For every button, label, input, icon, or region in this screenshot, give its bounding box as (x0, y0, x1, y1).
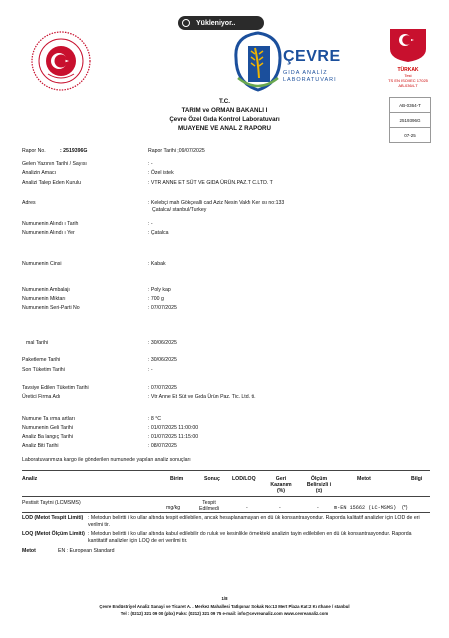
field-value: : Poly kap (148, 287, 171, 293)
field-label: Numunenin Miktarı (22, 296, 66, 302)
col-sonuc: Sonuç (204, 476, 220, 482)
field-label: Gelen Yazının Tarihi / Sayısı (22, 161, 87, 167)
cell-olcum: - (317, 505, 319, 511)
field-label: Tavsiye Edilen Tüketim Tarihi (22, 385, 89, 391)
field-value: : - (148, 367, 153, 373)
field-label: Son Tüketim Tarihi (22, 367, 65, 373)
footer-contact: Tel : (0212) 321 09 00 (pbx) Faks: (0212) 321 09 75 e-mail: info@cevreanaliz.com www.cevreanaliz.com (120, 611, 329, 616)
cell-metot: m-EN 15662 (LC-MSMS) (334, 505, 397, 511)
field-value: : Çatalca (148, 230, 169, 236)
cevre-subtitle: GIDA ANALİZ LABORATUVARI (283, 70, 337, 83)
field-value: : Özel istek (148, 170, 174, 176)
field-label: Analiz Ba langıç Tarihi (22, 434, 73, 440)
field-label: Numunenin Alındı ı Yer (22, 230, 75, 236)
col-bilgi: Bilgi (411, 476, 423, 482)
field-label: Numune Ta ırma artları (22, 416, 75, 422)
ref-cell: 2519396G (390, 113, 431, 128)
field-value: : Vtr Anne Et Süt ve Gıda Ürün Paz. Tic. Ltd. ti. (148, 394, 256, 400)
document-title: T.C. TARIM ve ORMAN BAKANLI I Çevre Özel Gıda Kontrol Laboratuvarı MUAYENE VE ANAL Z RAPORU (169, 98, 280, 132)
loq-text: : Metodun belirtti i ko ullar altında kabul edilebilir do ruluk ve kesinlikle örnekteki analizin tayin edilebilen en dü ük konsantrasyondur. Raporda kantitatif analizler için LOQ de eri verilmi tir. (88, 531, 412, 544)
field-label: Numunenin Ambalajı (22, 287, 70, 293)
ministry-logo (30, 30, 92, 92)
field-label: Analizi Talep Eden Kurulu (22, 180, 82, 186)
field-label: Analiz Biti Tarihi (22, 443, 59, 449)
cell-birim: mg/kg (166, 505, 181, 511)
field-value: : VTR ANNE ET SÜT VE GIDA ÜRÜN.PAZ.T C.LTD. T (148, 180, 273, 186)
field-value: : 08/07/2025 (148, 443, 177, 449)
table-mid-rule (22, 496, 430, 497)
report-no-label: Rapor No. (22, 148, 46, 154)
field-value: : 07/07/2025 (148, 385, 177, 391)
field-label: Paketleme Tarihi (22, 357, 61, 363)
field-label: mal Tarihi (26, 340, 49, 346)
results-intro: Laboratuvarımıza kargo ile gönderilen numunede yapılan analiz sonuçları (22, 457, 191, 463)
col-lodloq: LOD/LOQ (232, 476, 256, 482)
field-value: : 07/07/2025 (148, 305, 177, 311)
cell-analiz: Pestisit Taytni (LCMSMS) (22, 500, 81, 506)
footer-address: Çevre Endüstriyel Analiz Sanayi ve Ticaret A. . Merkez Mahallesi Tatlıpınar Sokak No:13 Mert Plaza Kat:2 Kı ıthane / stanbul (99, 604, 350, 609)
field-label: Analizin Amacı (22, 170, 57, 176)
cell-geri: - (279, 505, 281, 511)
loq-label: LOQ (Metot Ölçüm Limiti) (22, 531, 85, 537)
field-value: : Kabak (148, 261, 166, 267)
field-label: Numunenin Cinsi (22, 261, 62, 267)
col-birim: Birim (170, 476, 184, 482)
field-value: : 30/06/2025 (148, 357, 177, 363)
method-label: Metot (22, 548, 36, 554)
cell-sonuc: Tespit Edilmedi (199, 500, 219, 512)
cell-bilgi: (*) (402, 505, 408, 511)
field-value: : Kelebçi mah Gökçealli cad Aziz Nesin Vakfı Ker ısı no:133 (148, 200, 285, 206)
cevre-wordmark: ÇEVRE (283, 48, 341, 65)
field-label: Numunenin Alındı ı Tarih (22, 221, 79, 227)
report-date: Rapor Tarihi ;09/07/2025 (148, 148, 205, 154)
field-label: Üretici Firma Adı (22, 394, 61, 400)
field-value: : 01/07/2025 11:00:00 (148, 425, 199, 431)
lod-text: : Metodun belirtti i ko ullar altında tespit edilebilen, ancak hesaplanamayan en dü ük konsantrasyondur. Raporda kalitatif analizler için LOD de eri verilmi tir. (88, 515, 420, 528)
badge-label: Yükleniyor.. (196, 19, 236, 27)
table-top-rule (22, 470, 430, 471)
loading-icon (182, 19, 190, 27)
field-label: Adres (22, 200, 36, 206)
field-value: : 01/07/2025 11:15:00 (148, 434, 199, 440)
col-metot: Metot (357, 476, 371, 482)
field-value: : 700 g (148, 296, 164, 302)
col-olcum: Ölçüm Belirsizli i (±) (306, 476, 332, 494)
lod-label: LOD (Metot Tespit Limiti) (22, 515, 84, 521)
table-bottom-rule (22, 512, 430, 513)
page-number: 1/8 (221, 596, 228, 601)
ref-cell: AB-0364-T (390, 98, 431, 113)
field-value: : 30/06/2025 (148, 340, 177, 346)
col-geri: Geri Kazanım (%) (270, 476, 292, 494)
field-value: : 8 °C (148, 416, 162, 422)
turkak-accreditation-logo: TÜRKAK Test TS EN ISO/IEC 17025 AB-0364-T (384, 27, 432, 89)
ref-cell: 07-25 (390, 128, 431, 143)
cell-lodloq: - (246, 505, 248, 511)
field-value: Çatalca/ stanbul/Turkey (152, 207, 207, 213)
field-label: Numunenin Seri-Parti No (22, 305, 80, 311)
report-no-value: : 2519396G (60, 148, 88, 154)
field-label: Numunenin Geli Tarihi (22, 425, 73, 431)
method-text: EN : European Standard (58, 548, 115, 554)
col-analiz: Analiz (22, 476, 38, 482)
field-value: : - (148, 161, 153, 167)
field-value: : - (148, 221, 153, 227)
